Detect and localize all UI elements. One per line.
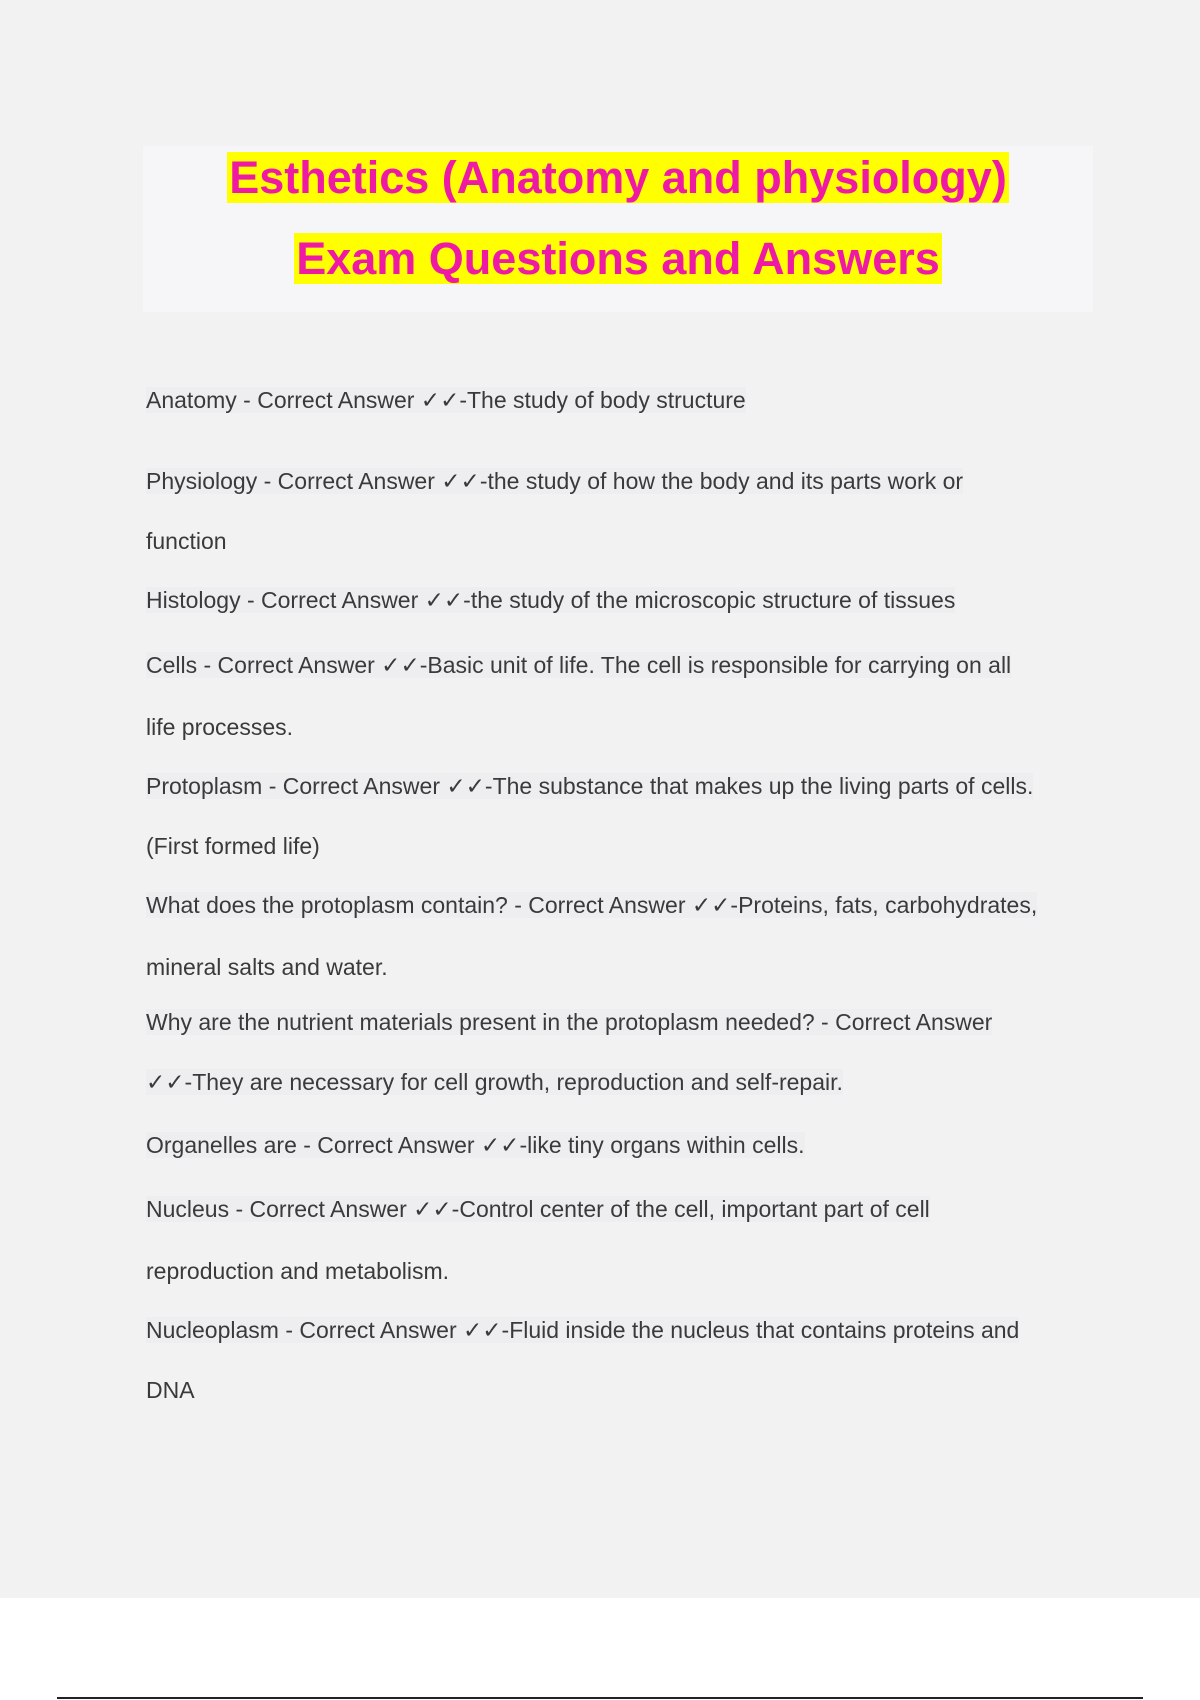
qa-item-nutrient-materials (146, 1010, 1106, 1094)
qa-line: Histology - Correct Answer ✓✓-the study of the microscopic structure of tissues (146, 587, 956, 613)
qa-line: function (146, 528, 227, 554)
footer-divider (57, 1697, 1143, 1699)
qa-line: DNA (146, 1377, 195, 1403)
qa-line: reproduction and metabolism. (146, 1258, 449, 1284)
qa-line: Nucleoplasm - Correct Answer ✓✓-Fluid inside the nucleus that contains proteins and (146, 1317, 1020, 1343)
qa-item-nucleoplasm (146, 1318, 1106, 1402)
document-title: Esthetics (Anatomy and physiology) (229, 152, 1007, 203)
title-line-2 (143, 231, 1093, 287)
qa-line: ✓✓-They are necessary for cell growth, reproduction and self-repair. (146, 1069, 843, 1095)
qa-item-protoplasm-contents (146, 893, 1106, 979)
qa-line: Physiology - Correct Answer ✓✓-the study of how the body and its parts work or (146, 468, 964, 494)
qa-item-cells (146, 653, 1106, 739)
document-subtitle: Exam Questions and Answers (296, 233, 940, 284)
qa-item-nucleus (146, 1197, 1106, 1283)
qa-line: (First formed life) (146, 833, 320, 859)
qa-item-histology (146, 588, 1106, 612)
title-line-1 (143, 150, 1093, 206)
qa-item-anatomy (146, 388, 1106, 412)
title-block (143, 146, 1093, 312)
qa-line: Cells - Correct Answer ✓✓-Basic unit of life. The cell is responsible for carrying on all (146, 652, 1012, 678)
qa-line: life processes. (146, 714, 294, 740)
qa-line: Anatomy - Correct Answer ✓✓-The study of body structure (146, 387, 746, 413)
qa-item-protoplasm (146, 774, 1106, 858)
qa-line: Why are the nutrient materials present in the protoplasm needed? - Correct Answer (146, 1009, 993, 1035)
qa-item-physiology (146, 469, 1106, 553)
qa-line: Protoplasm - Correct Answer ✓✓-The substance that makes up the living parts of cells. (146, 773, 1034, 799)
qa-line: mineral salts and water. (146, 954, 388, 980)
qa-line: What does the protoplasm contain? - Correct Answer ✓✓-Proteins, fats, carbohydrates, (146, 892, 1038, 918)
qa-line: Organelles are - Correct Answer ✓✓-like tiny organs within cells. (146, 1132, 805, 1158)
qa-item-organelles (146, 1133, 1106, 1157)
qa-line: Nucleus - Correct Answer ✓✓-Control center of the cell, important part of cell (146, 1196, 930, 1222)
